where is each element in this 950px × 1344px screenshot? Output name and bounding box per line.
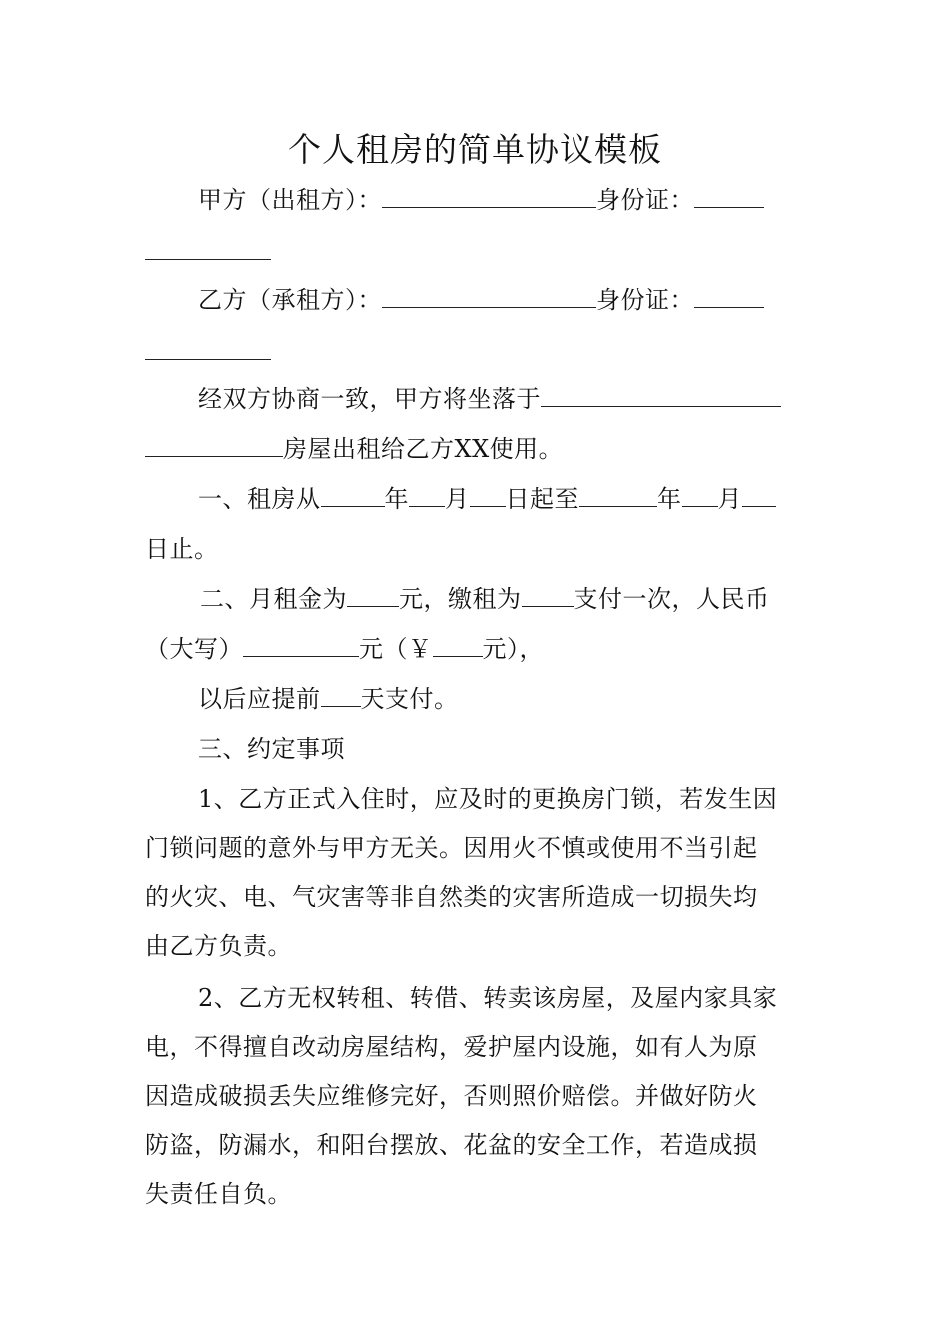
intro-line-2 bbox=[145, 432, 563, 466]
advance-suffix: 天支付。 bbox=[360, 685, 459, 713]
party-b-line bbox=[198, 283, 764, 317]
monthly-rent-blank bbox=[347, 584, 399, 607]
party-b-id-blank bbox=[694, 285, 764, 308]
rent-yuan-label: 元，缴租为 bbox=[399, 585, 522, 613]
rent-in-figures-blank bbox=[433, 634, 483, 657]
rent-line-2 bbox=[145, 632, 544, 666]
party-b-label: 乙方（承租方）： bbox=[198, 286, 382, 314]
start-month-blank bbox=[409, 484, 445, 507]
party-a-line bbox=[198, 183, 764, 217]
rent-prefix: 二、月租金为 bbox=[200, 585, 347, 613]
advance-days-blank bbox=[321, 684, 361, 707]
term-month-label: 月 bbox=[445, 485, 470, 513]
start-day-blank bbox=[470, 484, 506, 507]
end-day-blank bbox=[742, 484, 776, 507]
party-b-id-label: 身份证： bbox=[596, 286, 694, 314]
term-end-year-label: 年 bbox=[657, 485, 682, 513]
property-address-blank-continued bbox=[145, 434, 283, 457]
advance-line bbox=[198, 682, 459, 716]
payment-period-blank bbox=[522, 584, 574, 607]
clause-2-line-3: 因造成破损丢失应维修完好，否则照价赔偿。并做好防火 bbox=[145, 1082, 758, 1110]
end-year-blank bbox=[579, 484, 657, 507]
party-b-name-blank bbox=[382, 285, 596, 308]
document-title: 个人租房的简单协议模板 bbox=[288, 130, 662, 169]
clause-2-line-2: 电，不得擅自改动房屋结构，爱护屋内设施，如有人为原 bbox=[145, 1033, 758, 1061]
party-a-id-label: 身份证： bbox=[596, 186, 694, 214]
rent-in-words-blank bbox=[243, 634, 359, 657]
clause-2-line-4: 防盗，防漏水，和阳台摆放、花盆的安全工作，若造成损 bbox=[145, 1131, 758, 1159]
clause-2-line-5: 失责任自负。 bbox=[145, 1180, 292, 1208]
party-a-label: 甲方（出租方）： bbox=[198, 186, 382, 214]
party-b-id-blank-continued bbox=[145, 359, 271, 360]
intro-suffix: 房屋出租给乙方XX使用。 bbox=[283, 435, 564, 463]
term-day-from: 日起至 bbox=[505, 485, 579, 513]
term-line-1 bbox=[198, 482, 776, 516]
clause-2-line-1: 2、乙方无权转租、转借、转卖该房屋，及屋内家具家 bbox=[198, 984, 778, 1012]
rent-daxie-label: （大写） bbox=[145, 635, 243, 663]
rent-line-1 bbox=[200, 582, 770, 616]
rent-yuan-paren: 元（￥ bbox=[359, 635, 433, 663]
start-year-blank bbox=[321, 484, 385, 507]
term-end-month-label: 月 bbox=[717, 485, 742, 513]
party-a-id-blank-continued bbox=[145, 259, 271, 260]
clause-1-line-1: 1、乙方正式入住时，应及时的更换房门锁，若发生因 bbox=[198, 785, 778, 813]
section-3-heading: 三、约定事项 bbox=[198, 735, 345, 763]
intro-line-1 bbox=[198, 382, 781, 416]
end-month-blank bbox=[682, 484, 718, 507]
advance-prefix: 以后应提前 bbox=[198, 685, 321, 713]
clause-1-line-4: 由乙方负责。 bbox=[145, 932, 292, 960]
rent-yuan-close: 元）， bbox=[482, 635, 544, 663]
clause-1-line-3: 的火灾、电、气灾害等非自然类的灾害所造成一切损失均 bbox=[145, 883, 758, 911]
rent-pay-once: 支付一次，人民币 bbox=[573, 585, 770, 613]
intro-prefix: 经双方协商一致，甲方将坐落于 bbox=[198, 385, 541, 413]
property-address-blank bbox=[541, 384, 781, 407]
term-day-end: 日止。 bbox=[145, 535, 219, 563]
term-line-2 bbox=[145, 532, 219, 566]
clause-1-line-2: 门锁问题的意外与甲方无关。因用火不慎或使用不当引起 bbox=[145, 834, 758, 862]
party-a-id-blank bbox=[694, 185, 764, 208]
party-a-name-blank bbox=[382, 185, 596, 208]
term-year-label: 年 bbox=[384, 485, 409, 513]
term-prefix: 一、租房从 bbox=[198, 485, 321, 513]
